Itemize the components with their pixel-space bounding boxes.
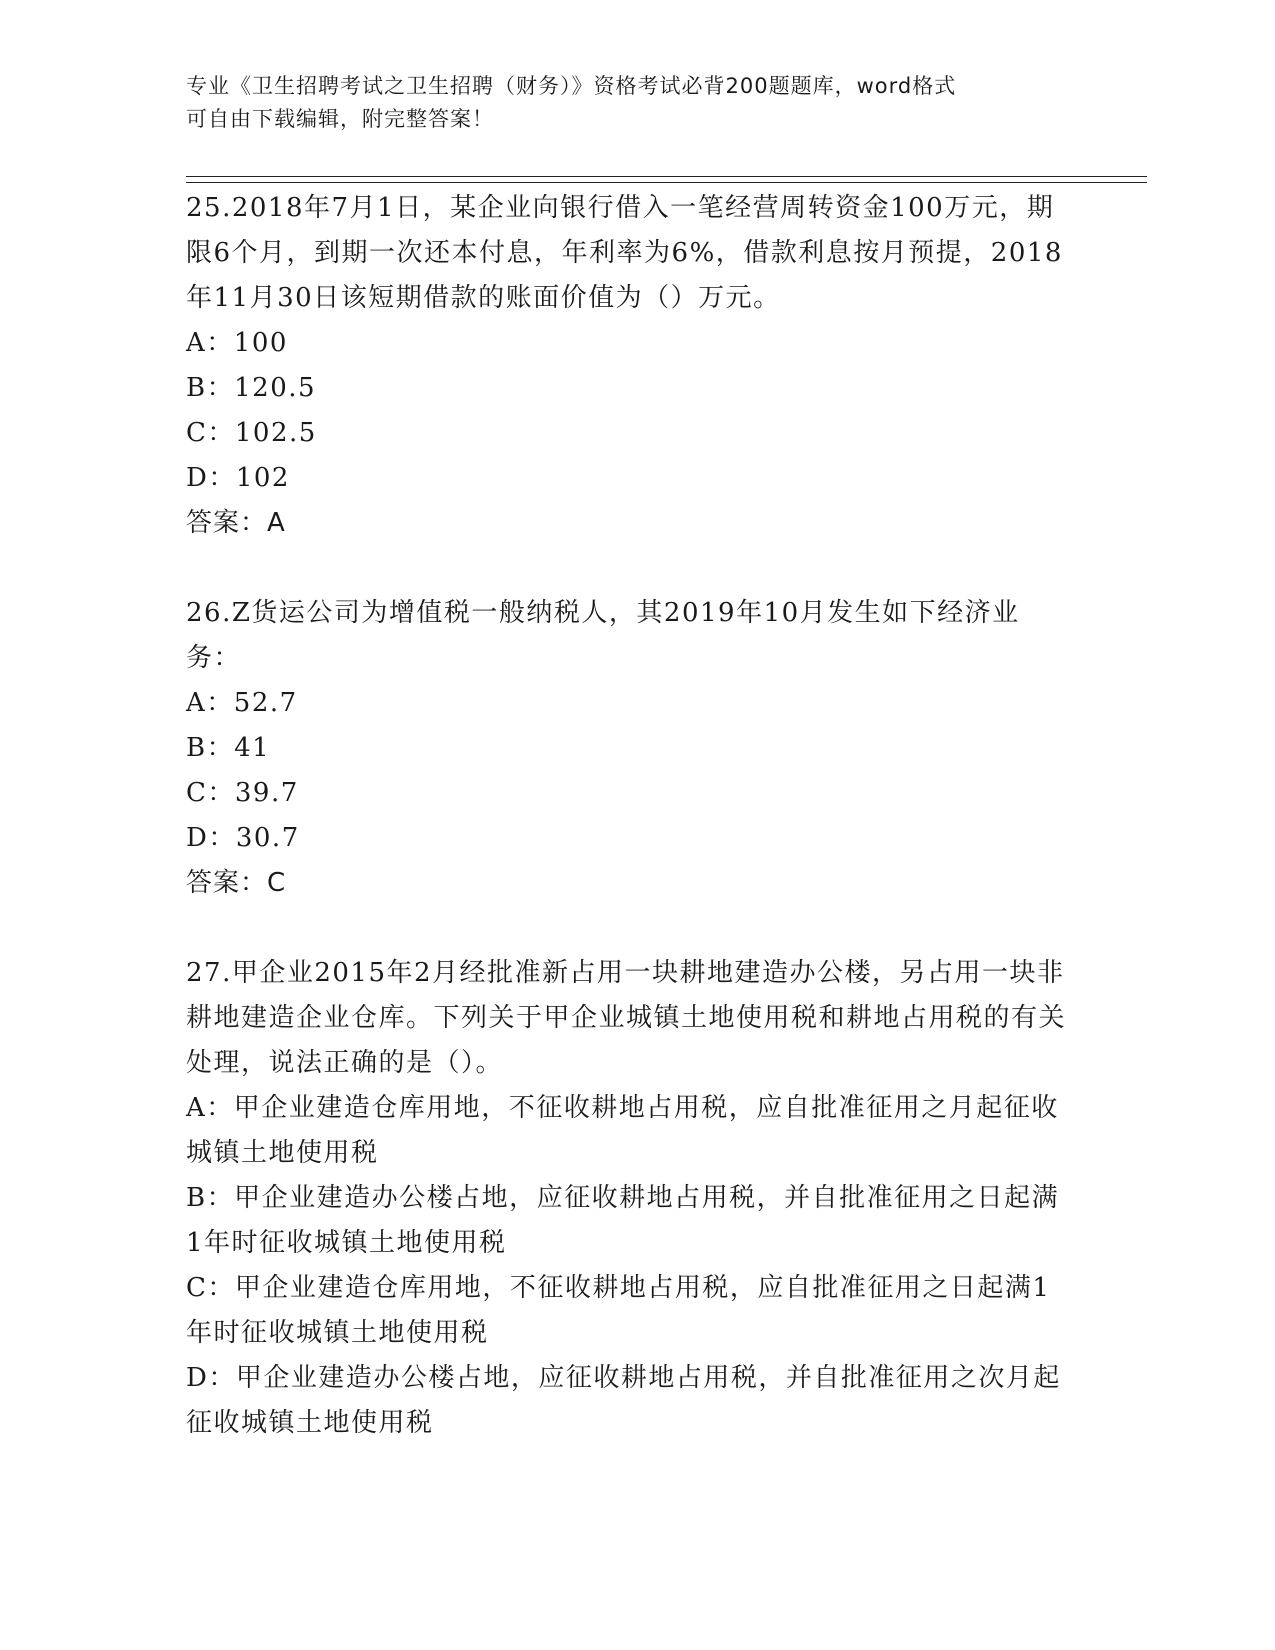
option-c: C：甲企业建造仓库用地，不征收耕地占用税，应自批准征用之日起满1年时征收城镇土地使用税 [186, 1273, 1051, 1348]
answer-text: 答案：A [186, 508, 286, 538]
header-line-2: 可自由下载编辑，附完整答案！ [186, 107, 494, 131]
question-spacer [186, 546, 1066, 591]
option-a: A：52.7 [186, 688, 298, 718]
question-spacer [186, 906, 1066, 951]
question-27 [186, 951, 1066, 1446]
header-divider-top [186, 176, 1147, 177]
document-header [186, 70, 1066, 136]
option-b: B：120.5 [186, 373, 317, 403]
option-c: C：102.5 [186, 418, 317, 448]
option-c: C：39.7 [186, 778, 299, 808]
option-b: B：41 [186, 733, 271, 763]
header-line-1: 专业《卫生招聘考试之卫生招聘（财务）》资格考试必背200题题库，word格式 [186, 74, 957, 98]
option-b: B：甲企业建造办公楼占地，应征收耕地占用税，并自批准征用之日起满1年时征收城镇土地使用税 [186, 1183, 1060, 1258]
question-25 [186, 186, 1066, 546]
option-d: D：30.7 [186, 823, 300, 853]
option-a: A：甲企业建造仓库用地，不征收耕地占用税，应自批准征用之月起征收城镇土地使用税 [186, 1093, 1059, 1168]
question-list [186, 186, 1066, 1446]
question-stem: 25.2018年7月1日，某企业向银行借入一笔经营周转资金100万元，期限6个月，到期一次还本付息，年利率为6%，借款利息按月预提，2018年11月30日该短期借款的账面价值为（）万元。 [186, 193, 1063, 313]
question-26 [186, 591, 1066, 906]
answer-text: 答案：C [186, 868, 287, 898]
option-a: A：100 [186, 328, 288, 358]
question-stem: 26.Z货运公司为增值税一般纳税人，其2019年10月发生如下经济业务： [186, 598, 1020, 673]
question-stem: 27.甲企业2015年2月经批准新占用一块耕地建造办公楼，另占用一块非耕地建造企业仓库。下列关于甲企业城镇土地使用税和耕地占用税的有关处理，说法正确的是（）。 [186, 958, 1067, 1078]
option-d: D：102 [186, 463, 290, 493]
header-divider-bottom [186, 182, 1147, 183]
option-d: D：甲企业建造办公楼占地，应征收耕地占用税，并自批准征用之次月起征收城镇土地使用税 [186, 1363, 1061, 1438]
